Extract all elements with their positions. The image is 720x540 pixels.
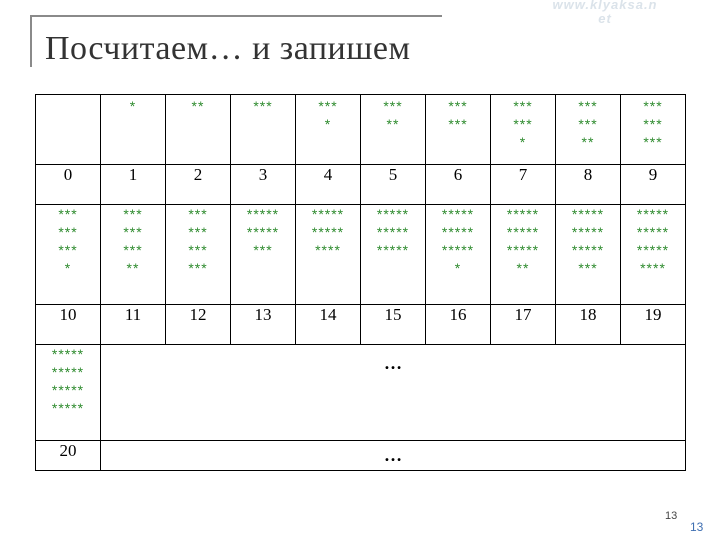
numbers-row-3: [36, 441, 686, 471]
number-cell: 18: [556, 305, 621, 345]
stars-cell: *** *** *** *: [36, 205, 101, 305]
stars-cell: *** *** **: [556, 95, 621, 165]
ellipsis-cell: …: [101, 441, 686, 471]
number-cell: 10: [36, 305, 101, 345]
number-cell: 5: [361, 165, 426, 205]
number-cell: 1: [101, 165, 166, 205]
stars-cell: ***: [231, 95, 296, 165]
number-cell: 6: [426, 165, 491, 205]
stars-cell: ***** ***** ****: [296, 205, 361, 305]
stars-cell: *** *: [296, 95, 361, 165]
stars-cell: ***** ***** ***** **: [491, 205, 556, 305]
stars-cell: *** *** ***: [621, 95, 686, 165]
stars-cell: *** ***: [426, 95, 491, 165]
stars-cell: *: [101, 95, 166, 165]
stars-cell: ***** ***** ***: [231, 205, 296, 305]
stars-cell: ***** ***** ***** ***: [556, 205, 621, 305]
stars-cell: *** *** *** ***: [166, 205, 231, 305]
stars-cell: [36, 95, 101, 165]
stars-row-1: [36, 95, 686, 165]
stars-row-3: [36, 345, 686, 441]
number-cell: 16: [426, 305, 491, 345]
numbers-row-1: [36, 165, 686, 205]
stars-cell: *** **: [361, 95, 426, 165]
number-cell: 20: [36, 441, 101, 471]
ellipsis-cell: …: [101, 345, 686, 441]
number-cell: 8: [556, 165, 621, 205]
number-cell: 12: [166, 305, 231, 345]
number-cell: 17: [491, 305, 556, 345]
watermark: www.klyaksa.n et: [552, 0, 658, 26]
slide-title: Посчитаем… и запишем: [45, 30, 411, 67]
number-cell: 7: [491, 165, 556, 205]
stars-cell: **: [166, 95, 231, 165]
number-cell: 11: [101, 305, 166, 345]
number-cell: 4: [296, 165, 361, 205]
number-cell: 13: [231, 305, 296, 345]
stars-cell: ***** ***** ***** *****: [36, 345, 101, 441]
stars-cell: ***** ***** ***** ****: [621, 205, 686, 305]
number-cell: 14: [296, 305, 361, 345]
number-cell: 19: [621, 305, 686, 345]
page-number-outer: 13: [690, 520, 704, 534]
page-number-inner: 13: [665, 510, 678, 522]
stars-cell: ***** ***** ***** *: [426, 205, 491, 305]
number-cell: 2: [166, 165, 231, 205]
number-cell: 9: [621, 165, 686, 205]
number-cell: 0: [36, 165, 101, 205]
number-cell: 3: [231, 165, 296, 205]
stars-cell: *** *** *** **: [101, 205, 166, 305]
number-cell: 15: [361, 305, 426, 345]
counting-table: [35, 94, 686, 471]
stars-row-2: [36, 205, 686, 305]
stars-cell: ***** ***** *****: [361, 205, 426, 305]
numbers-row-2: [36, 305, 686, 345]
stars-cell: *** *** *: [491, 95, 556, 165]
